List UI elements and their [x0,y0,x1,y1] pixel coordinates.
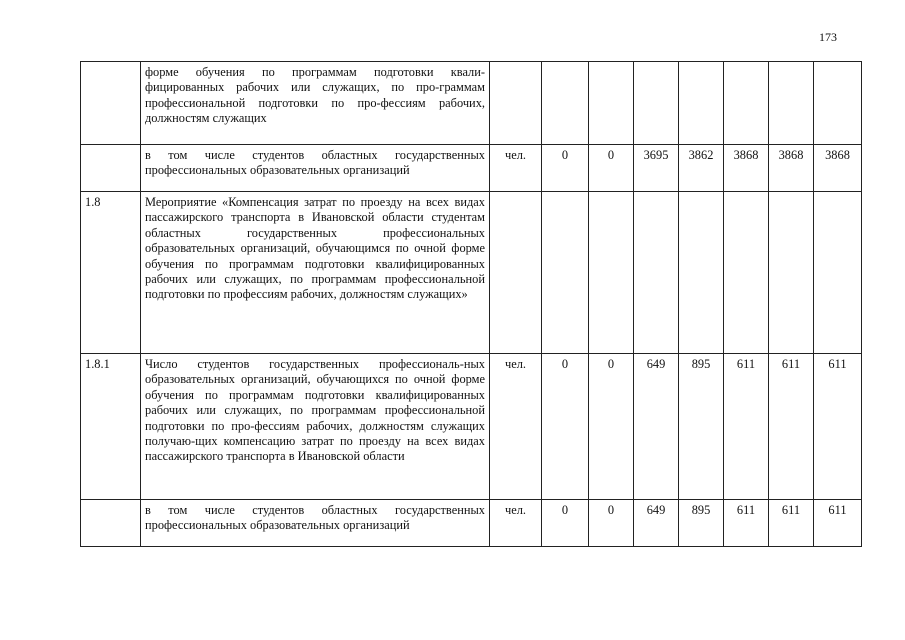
value-cell [589,62,634,145]
page-number: 173 [819,30,837,44]
value-cell [814,192,862,354]
value-cell: 611 [769,354,814,500]
value-cell [679,192,724,354]
row-number-cell [81,500,141,547]
value-cell: 611 [814,354,862,500]
value-cell [542,62,589,145]
unit-cell [490,192,542,354]
unit-cell: чел. [490,500,542,547]
unit-cell [490,62,542,145]
unit-cell: чел. [490,354,542,500]
value-cell: 0 [542,145,589,192]
value-cell: 3868 [724,145,769,192]
value-cell: 0 [542,354,589,500]
table-row [81,354,862,500]
value-cell [814,62,862,145]
table-row [81,192,862,354]
value-cell [542,192,589,354]
value-cell [724,192,769,354]
row-number-cell [81,145,141,192]
value-cell: 0 [589,500,634,547]
value-cell: 0 [542,500,589,547]
value-cell: 895 [679,500,724,547]
row-number-cell: 1.8 [81,192,141,354]
value-cell: 3862 [679,145,724,192]
description-cell: форме обучения по программам подготовки квали-фицированных рабочих или служащих, по про-граммам профессиональной подготовки по про-фессиям рабочих, должностям служащих [141,62,490,145]
unit-cell: чел. [490,145,542,192]
value-cell: 0 [589,354,634,500]
value-cell: 611 [724,500,769,547]
row-number-cell [81,62,141,145]
value-cell: 611 [814,500,862,547]
value-cell: 611 [724,354,769,500]
value-cell [589,192,634,354]
value-cell: 3695 [634,145,679,192]
description-cell: в том числе студентов областных государственных профессиональных образовательных организаций [141,500,490,547]
value-cell: 895 [679,354,724,500]
value-cell: 3868 [814,145,862,192]
value-cell: 649 [634,500,679,547]
value-cell [634,62,679,145]
value-cell [769,62,814,145]
table-row [81,145,862,192]
value-cell: 3868 [769,145,814,192]
indicators-table [80,61,862,547]
value-cell: 611 [769,500,814,547]
value-cell: 0 [589,145,634,192]
value-cell [769,192,814,354]
description-cell: Число студентов государственных профессиональ-ных образовательных организаций, обучающихся по очной форме обучения по программам подготовки квалифицированных рабочих или служащих, по программам профессиональной подготовки по про-фессиям рабочих, должностям служащих получаю-щих компенсацию затрат по проезду на всех видах пассажирского транспорта в Ивановской области [141,354,490,500]
value-cell [679,62,724,145]
value-cell: 649 [634,354,679,500]
table-row [81,62,862,145]
value-cell [724,62,769,145]
description-cell: Мероприятие «Компенсация затрат по проезду на всех видах пассажирского транспорта в Ивановской области студентам областных государственных профессиональных образовательных организаций, обучающимся по очной форме обучения по программам подготовки квалифицированных рабочих или служащих, по программам профессиональной подготовки по профессиям рабочих, должностям служащих» [141,192,490,354]
table-row [81,500,862,547]
value-cell [634,192,679,354]
row-number-cell: 1.8.1 [81,354,141,500]
description-cell: в том числе студентов областных государственных профессиональных образовательных организаций [141,145,490,192]
